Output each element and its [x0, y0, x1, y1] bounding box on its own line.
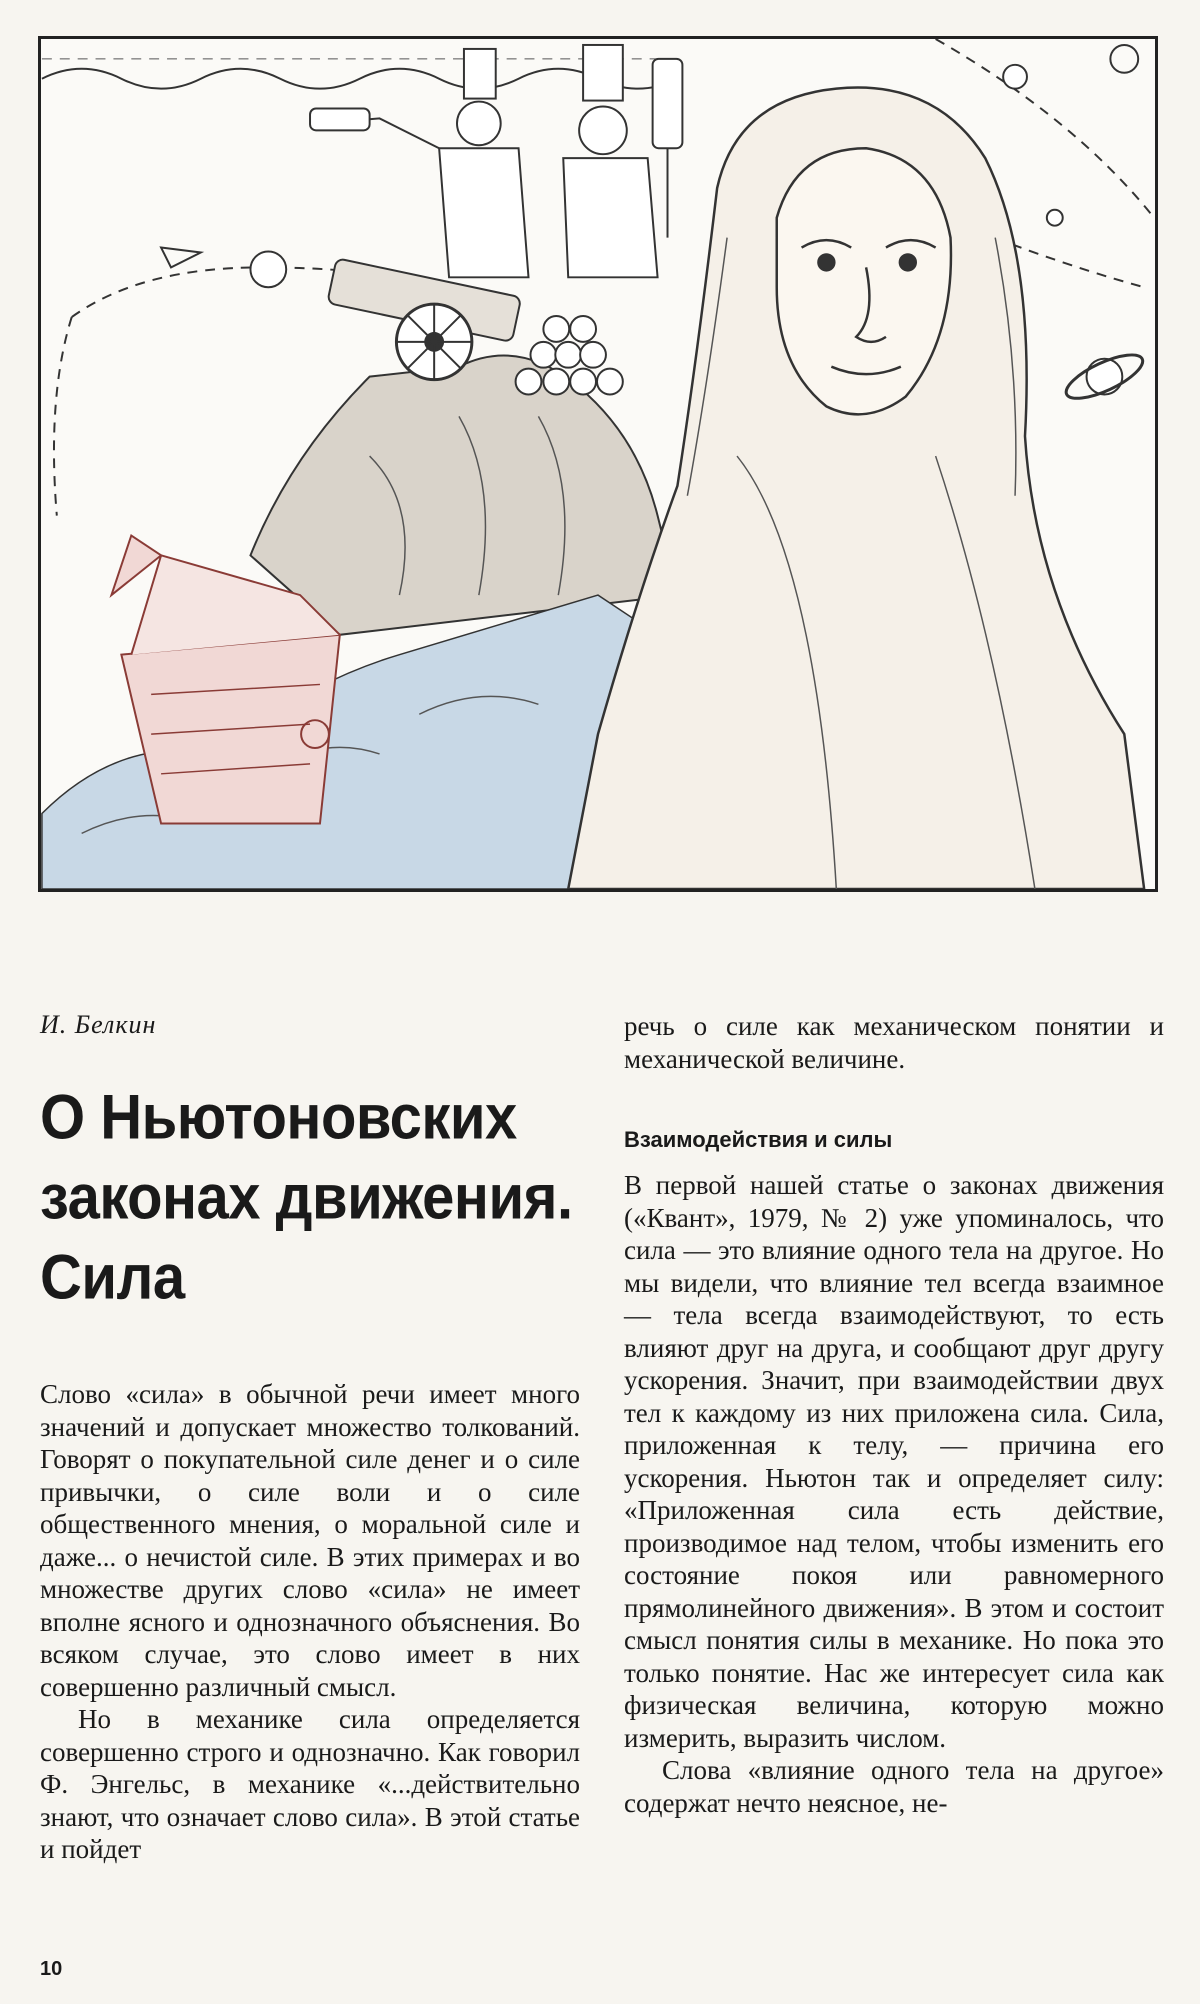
right-column [624, 1010, 1164, 1819]
section-heading: Взаимодействия и силы [624, 1127, 893, 1152]
article-author: И. Белкин [40, 1010, 157, 1039]
illustration-drawing [41, 39, 1155, 889]
paragraph-4: Слова «влияние одного тела на другое» содержат нечто неясное, не- [624, 1755, 1164, 1818]
left-column [40, 1010, 580, 1866]
paragraph-2: Но в механике сила определяется совершенно строго и однозначно. Как говорил Ф. Энгельс, в механике «...действительно знают, что означает слово сила». В этой статье и пойдет [40, 1704, 580, 1864]
newton-illustration [38, 36, 1158, 892]
article-title: О Ньютоновских законах движения. Сила [40, 1082, 573, 1313]
paragraph-1: Слово «сила» в обычной речи имеет много значений и допускает множество толкований. Говорят о покупательной силе денег и о силе привычки, о силе воли и о силе общественного мнения, о моральной силе и даже... о нечистой силе. В этих примерах и во множестве других слово «сила» не имеет вполне ясного и однозначного объяснения. Во всяком случае, это слово имеет в них совершенно различный смысл. [40, 1379, 580, 1702]
paragraph-3: В первой нашей статье о законах движения («Квант», 1979, № 2) уже упоминалось, что сила — это влияние одного тела на другое. Но мы видели, что влияние тел всегда взаимное — тела всегда взаимодействуют, то есть влияют друг на друга, и сообщают друг другу ускорения. Значит, при взаимодействии двух тел к каждому из них приложена сила. Сила, приложенная к телу, — причина его ускорения. Ньютон так и определяет силу: «Приложенная сила есть действие, производимое над телом, чтобы изменить его состояние покоя или равномерного прямолинейного движения». В этом и состоит смысл понятия силы в механике. Но пока это только понятие. Нас же интересует сила как физическая величина, которую можно измерить, выразить числом. [624, 1170, 1164, 1753]
page-number: 10 [40, 1958, 63, 1980]
paragraph-continued: речь о силе как механическом понятии и механической величине. [624, 1011, 1164, 1074]
